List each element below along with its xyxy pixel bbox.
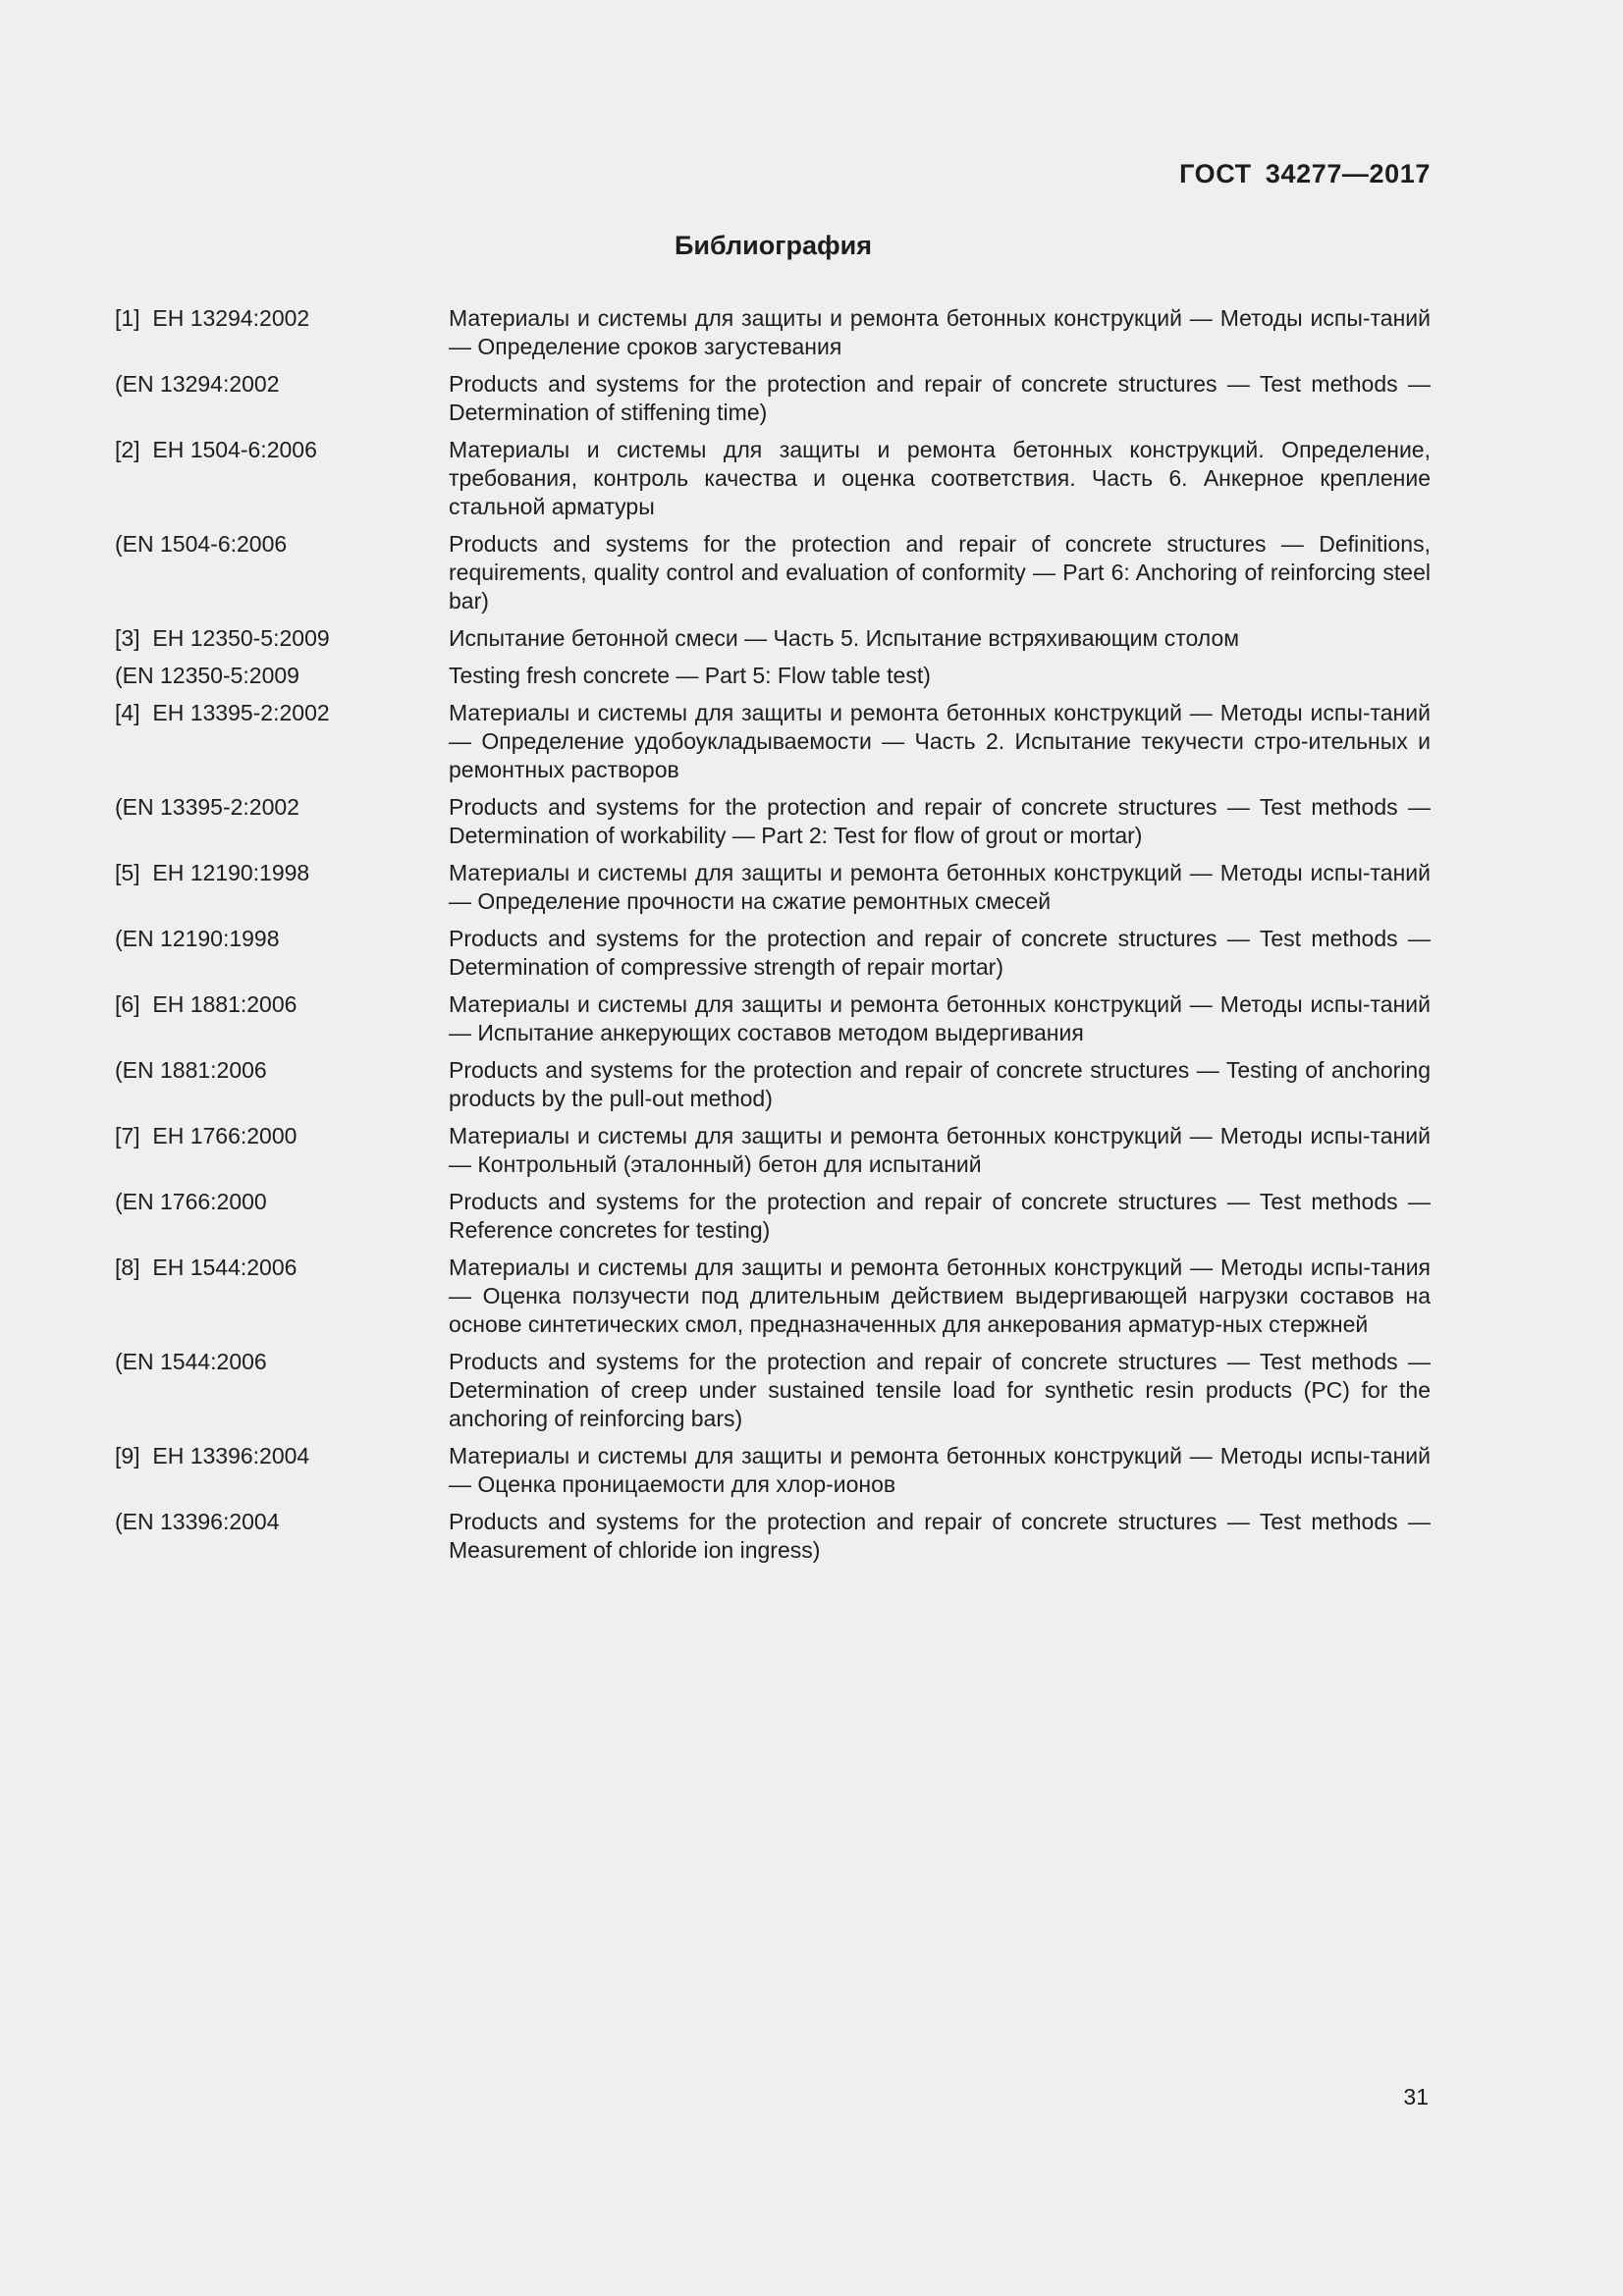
reference-title: Products and systems for the protection and repair of concrete structures — Test methods — Determination of stiffening time) — [449, 371, 1431, 425]
reference-title: Материалы и системы для защиты и ремонта бетонных конструкций — Методы испы-таний — Контрольный (эталонный) бетон для испытаний — [449, 1123, 1431, 1177]
document-id: ГОСТ 34277—2017 — [1179, 159, 1431, 188]
reference-title: Products and systems for the protection and repair of concrete structures — Test methods — Measurement of chloride ion ingress) — [449, 1509, 1431, 1563]
bibliography-entry — [115, 1122, 1431, 1179]
reference-title: Products and systems for the protection and repair of concrete structures — Test methods — Determination of compressive strength of repair mortar) — [449, 926, 1431, 980]
reference-label: (EN 1544:2006 — [115, 1349, 267, 1374]
bibliography-entry — [115, 925, 1431, 982]
bibliography-entry — [115, 990, 1431, 1047]
reference-label: (EN 1881:2006 — [115, 1057, 267, 1083]
reference-label: [2] ЕН 1504-6:2006 — [115, 437, 317, 462]
bibliography-entry — [115, 793, 1431, 850]
reference-title: Материалы и системы для защиты и ремонта бетонных конструкций — Методы испы-таний — Определение прочности на сжатие ремонтных смесей — [449, 860, 1431, 914]
reference-label: [8] ЕН 1544:2006 — [115, 1255, 298, 1280]
reference-title: Материалы и системы для защиты и ремонта бетонных конструкций — Методы испы-тания — Оценка ползучести под длительным действием выдергивающей нагрузки составов на основе синтетических смол, предназначенных для анкерования арматур-ных стержней — [449, 1255, 1431, 1337]
reference-title: Материалы и системы для защиты и ремонта бетонных конструкций — Методы испы-таний — Испытание анкерующих составов методом выдергивания — [449, 991, 1431, 1045]
reference-label: [7] ЕН 1766:2000 — [115, 1123, 298, 1148]
bibliography-entry — [115, 1254, 1431, 1339]
section-title: Библиография — [675, 231, 872, 260]
bibliography-entry — [115, 436, 1431, 521]
reference-title: Материалы и системы для защиты и ремонта бетонных конструкций — Методы испы-таний — Определение удобоукладываемости — Часть 2. Испытание текучести стро-ительных и ремонтных растворов — [449, 700, 1431, 782]
reference-title: Материалы и системы для защиты и ремонта бетонных конструкций — Методы испы-таний — Оценка проницаемости для хлор-ионов — [449, 1443, 1431, 1497]
bibliography-list — [115, 304, 1431, 1574]
bibliography-entry — [115, 662, 1431, 690]
bibliography-entry — [115, 1348, 1431, 1433]
reference-label: (EN 13294:2002 — [115, 371, 280, 397]
reference-title: Испытание бетонной смеси — Часть 5. Испытание встряхивающим столом — [449, 625, 1240, 651]
bibliography-entry — [115, 1442, 1431, 1499]
bibliography-entry — [115, 370, 1431, 427]
reference-label: (EN 12190:1998 — [115, 926, 280, 951]
reference-label: (EN 13396:2004 — [115, 1509, 280, 1534]
bibliography-entry — [115, 699, 1431, 784]
reference-title: Products and systems for the protection and repair of concrete structures — Definitions, requirements, quality control and evaluation of conformity — Part 6: Anchoring of reinforcing steel bar) — [449, 531, 1431, 614]
reference-label: [4] ЕН 13395-2:2002 — [115, 700, 330, 725]
reference-title: Products and systems for the protection and repair of concrete structures — Test methods — Determination of workability — Part 2: Test for flow of grout or mortar) — [449, 794, 1431, 848]
bibliography-entry — [115, 1188, 1431, 1245]
bibliography-entry — [115, 1508, 1431, 1565]
reference-title: Products and systems for the protection and repair of concrete structures — Test methods — Reference concretes for testing) — [449, 1189, 1431, 1243]
page-number: 31 — [1403, 2084, 1429, 2109]
bibliography-entry — [115, 859, 1431, 916]
reference-title: Материалы и системы для защиты и ремонта бетонных конструкций. Определение, требования, контроль качества и оценка соответствия. Часть 6. Анкерное крепление стальной арматуры — [449, 437, 1431, 519]
reference-title: Products and systems for the protection and repair of concrete structures — Test methods — Determination of creep under sustained tensile load for synthetic resin products (PC) for the anchoring of reinforcing bars) — [449, 1349, 1431, 1431]
reference-label: [5] ЕН 12190:1998 — [115, 860, 310, 885]
reference-label: (EN 1766:2000 — [115, 1189, 267, 1214]
bibliography-entry — [115, 624, 1431, 653]
reference-title: Testing fresh concrete — Part 5: Flow table test) — [449, 663, 931, 688]
reference-label: [3] ЕН 12350-5:2009 — [115, 625, 330, 651]
reference-label: [6] ЕН 1881:2006 — [115, 991, 298, 1017]
reference-label: (EN 13395-2:2002 — [115, 794, 299, 820]
reference-title: Материалы и системы для защиты и ремонта бетонных конструкций — Методы испы-таний — Определение сроков загустевания — [449, 305, 1431, 359]
bibliography-entry — [115, 304, 1431, 361]
reference-label: (EN 1504-6:2006 — [115, 531, 288, 557]
reference-label: (EN 12350-5:2009 — [115, 663, 299, 688]
reference-title: Products and systems for the protection and repair of concrete structures — Testing of anchoring products by the pull-out method) — [449, 1057, 1431, 1111]
reference-label: [1] ЕН 13294:2002 — [115, 305, 310, 331]
bibliography-entry — [115, 1056, 1431, 1113]
bibliography-entry — [115, 530, 1431, 615]
reference-label: [9] ЕН 13396:2004 — [115, 1443, 310, 1468]
